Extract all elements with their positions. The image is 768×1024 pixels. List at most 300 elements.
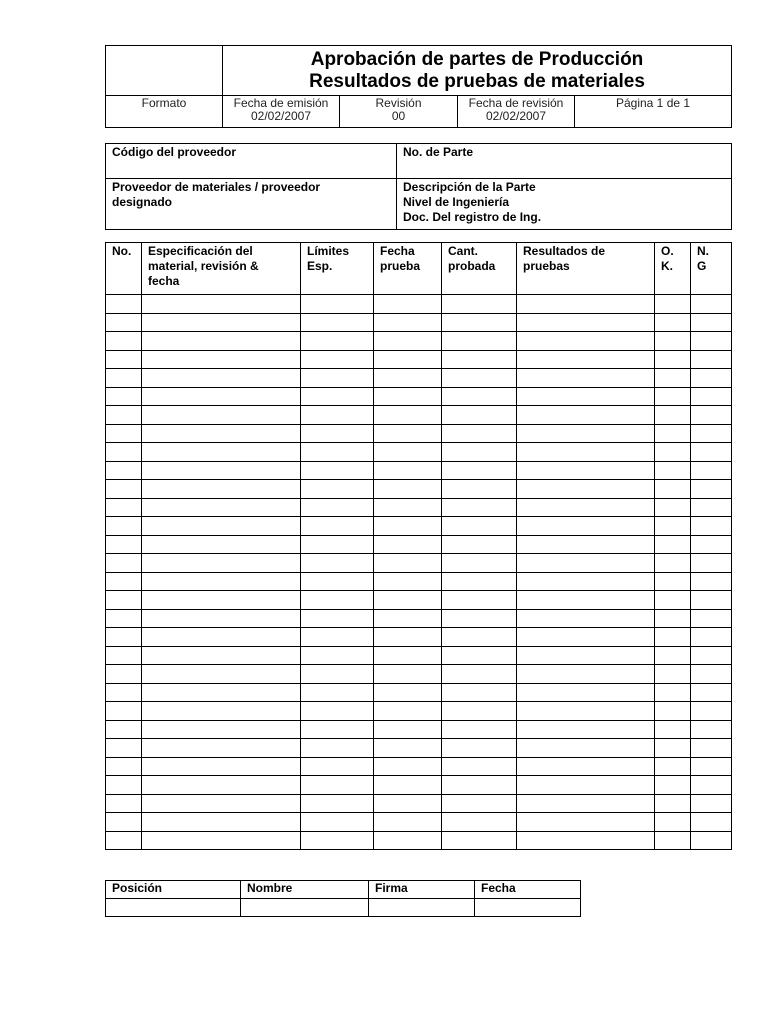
test-results-cell[interactable] <box>517 776 655 795</box>
number-cell[interactable] <box>106 535 142 554</box>
test-date-cell[interactable] <box>374 702 442 721</box>
test-results-cell[interactable] <box>517 406 655 425</box>
test-results-cell[interactable] <box>517 572 655 591</box>
test-date-cell[interactable] <box>374 609 442 628</box>
test-results-cell[interactable] <box>517 443 655 462</box>
table-row <box>106 554 732 573</box>
ok-cell[interactable] <box>655 628 691 647</box>
material-spec-cell[interactable] <box>142 350 301 369</box>
signature-input-cell[interactable] <box>369 899 475 917</box>
ok-cell[interactable] <box>655 313 691 332</box>
test-date-cell[interactable] <box>374 424 442 443</box>
ng-cell[interactable] <box>691 683 732 702</box>
table-row <box>106 702 732 721</box>
ok-cell[interactable] <box>655 683 691 702</box>
quantity-tested-cell[interactable] <box>442 480 517 499</box>
col-header-quantity-tested <box>442 243 517 295</box>
revision-value: 00 <box>391 109 406 123</box>
spec-limits-cell[interactable] <box>301 720 374 739</box>
ng-cell[interactable] <box>691 554 732 573</box>
material-spec-cell[interactable] <box>142 369 301 388</box>
spec-limits-cell[interactable] <box>301 628 374 647</box>
material-spec-cell[interactable] <box>142 739 301 758</box>
revision-date-value: 02/02/2007 <box>485 109 547 123</box>
ok-cell[interactable] <box>655 702 691 721</box>
ng-cell[interactable] <box>691 535 732 554</box>
number-cell[interactable] <box>106 757 142 776</box>
material-spec-cell[interactable] <box>142 776 301 795</box>
number-cell[interactable] <box>106 591 142 610</box>
part-description-field[interactable] <box>397 179 732 230</box>
table-row <box>106 831 732 850</box>
test-date-cell[interactable] <box>374 794 442 813</box>
quantity-tested-cell[interactable] <box>442 517 517 536</box>
ng-cell[interactable] <box>691 313 732 332</box>
ok-cell[interactable] <box>655 387 691 406</box>
table-row <box>106 461 732 480</box>
position-input-cell[interactable] <box>106 899 241 917</box>
test-date-cell[interactable] <box>374 350 442 369</box>
col-header-number <box>106 243 142 295</box>
test-date-cell[interactable] <box>374 535 442 554</box>
number-cell[interactable] <box>106 665 142 684</box>
test-results-cell[interactable] <box>517 517 655 536</box>
quantity-tested-cell[interactable] <box>442 794 517 813</box>
test-date-cell[interactable] <box>374 313 442 332</box>
test-date-cell[interactable] <box>374 757 442 776</box>
spec-limits-cell[interactable] <box>301 517 374 536</box>
ng-cell[interactable] <box>691 757 732 776</box>
name-input-cell[interactable] <box>241 899 369 917</box>
quantity-tested-cell[interactable] <box>442 498 517 517</box>
ok-cell[interactable] <box>655 443 691 462</box>
spec-limits-cell[interactable] <box>301 757 374 776</box>
ng-cell[interactable] <box>691 517 732 536</box>
ng-cell[interactable] <box>691 776 732 795</box>
spec-limits-cell[interactable] <box>301 313 374 332</box>
ok-cell[interactable] <box>655 332 691 351</box>
quantity-tested-cell[interactable] <box>442 406 517 425</box>
col-header-spec-limits-l2: Esp. <box>307 259 333 273</box>
test-results-cell[interactable] <box>517 424 655 443</box>
test-results-cell[interactable] <box>517 739 655 758</box>
quantity-tested-cell[interactable] <box>442 665 517 684</box>
test-results-cell[interactable] <box>517 554 655 573</box>
test-date-cell[interactable] <box>374 387 442 406</box>
material-spec-cell[interactable] <box>142 424 301 443</box>
table-row <box>106 498 732 517</box>
quantity-tested-cell[interactable] <box>442 369 517 388</box>
quantity-tested-cell[interactable] <box>442 591 517 610</box>
number-cell[interactable] <box>106 646 142 665</box>
spec-limits-cell[interactable] <box>301 480 374 499</box>
number-cell[interactable] <box>106 406 142 425</box>
test-date-cell[interactable] <box>374 498 442 517</box>
material-spec-cell[interactable] <box>142 572 301 591</box>
test-date-cell[interactable] <box>374 572 442 591</box>
spec-limits-cell[interactable] <box>301 554 374 573</box>
ok-cell[interactable] <box>655 498 691 517</box>
test-results-cell[interactable] <box>517 369 655 388</box>
col-header-number-l1: No. <box>112 244 132 258</box>
ok-cell[interactable] <box>655 572 691 591</box>
number-cell[interactable] <box>106 628 142 647</box>
material-spec-cell[interactable] <box>142 628 301 647</box>
quantity-tested-cell[interactable] <box>442 461 517 480</box>
number-cell[interactable] <box>106 702 142 721</box>
spec-limits-cell[interactable] <box>301 369 374 388</box>
quantity-tested-cell[interactable] <box>442 813 517 832</box>
ng-cell[interactable] <box>691 443 732 462</box>
ok-cell[interactable] <box>655 776 691 795</box>
issue-date-cell <box>223 96 340 128</box>
col-header-material-spec-l1: Especificación del <box>148 244 253 258</box>
table-row <box>106 535 732 554</box>
material-spec-cell[interactable] <box>142 535 301 554</box>
ok-cell[interactable] <box>655 813 691 832</box>
spec-limits-cell[interactable] <box>301 498 374 517</box>
number-cell[interactable] <box>106 794 142 813</box>
material-spec-cell[interactable] <box>142 517 301 536</box>
test-date-cell[interactable] <box>374 443 442 462</box>
col-header-test-date-l1: Fecha <box>380 244 415 258</box>
format-cell <box>106 96 223 128</box>
col-header-test-results <box>517 243 655 295</box>
test-results-cell[interactable] <box>517 480 655 499</box>
ok-cell[interactable] <box>655 517 691 536</box>
table-row <box>106 295 732 314</box>
logo-area <box>106 46 223 96</box>
number-cell[interactable] <box>106 554 142 573</box>
material-spec-cell[interactable] <box>142 461 301 480</box>
quantity-tested-cell[interactable] <box>442 609 517 628</box>
test-date-cell[interactable] <box>374 295 442 314</box>
number-cell[interactable] <box>106 683 142 702</box>
test-date-cell[interactable] <box>374 517 442 536</box>
test-results-cell[interactable] <box>517 720 655 739</box>
spec-limits-cell[interactable] <box>301 646 374 665</box>
table-row <box>106 591 732 610</box>
ok-cell[interactable] <box>655 535 691 554</box>
engineering-level-label: Nivel de Ingeniería <box>403 195 510 209</box>
quantity-tested-cell[interactable] <box>442 628 517 647</box>
position-header: Posición <box>106 881 241 899</box>
material-supplier-field[interactable] <box>106 179 397 230</box>
spec-limits-cell[interactable] <box>301 443 374 462</box>
table-row <box>106 369 732 388</box>
number-cell[interactable] <box>106 350 142 369</box>
test-date-cell[interactable] <box>374 591 442 610</box>
material-spec-cell[interactable] <box>142 665 301 684</box>
number-cell[interactable] <box>106 461 142 480</box>
quantity-tested-cell[interactable] <box>442 535 517 554</box>
ok-cell[interactable] <box>655 720 691 739</box>
number-cell[interactable] <box>106 572 142 591</box>
ng-cell[interactable] <box>691 646 732 665</box>
ok-cell[interactable] <box>655 406 691 425</box>
test-results-cell[interactable] <box>517 350 655 369</box>
ng-cell[interactable] <box>691 295 732 314</box>
table-row <box>106 665 732 684</box>
material-spec-cell[interactable] <box>142 406 301 425</box>
test-results-cell[interactable] <box>517 794 655 813</box>
test-results-cell[interactable] <box>517 628 655 647</box>
part-number-label: No. de Parte <box>403 145 474 159</box>
material-spec-cell[interactable] <box>142 794 301 813</box>
number-cell[interactable] <box>106 517 142 536</box>
ok-cell[interactable] <box>655 831 691 850</box>
ok-cell[interactable] <box>655 591 691 610</box>
table-row <box>106 628 732 647</box>
material-spec-cell[interactable] <box>142 443 301 462</box>
part-number-field[interactable] <box>397 144 732 179</box>
spec-limits-cell[interactable] <box>301 776 374 795</box>
spec-limits-cell[interactable] <box>301 387 374 406</box>
spec-limits-cell[interactable] <box>301 591 374 610</box>
ng-cell[interactable] <box>691 461 732 480</box>
material-spec-cell[interactable] <box>142 646 301 665</box>
number-cell[interactable] <box>106 739 142 758</box>
test-date-cell[interactable] <box>374 369 442 388</box>
quantity-tested-cell[interactable] <box>442 831 517 850</box>
material-spec-cell[interactable] <box>142 757 301 776</box>
number-cell[interactable] <box>106 443 142 462</box>
material-supplier-label-line-2: designado <box>112 195 173 209</box>
spec-limits-cell[interactable] <box>301 831 374 850</box>
material-spec-cell[interactable] <box>142 313 301 332</box>
col-header-test-results-l2: pruebas <box>523 259 570 273</box>
spec-limits-cell[interactable] <box>301 683 374 702</box>
material-spec-cell[interactable] <box>142 683 301 702</box>
quantity-tested-cell[interactable] <box>442 295 517 314</box>
number-cell[interactable] <box>106 776 142 795</box>
material-spec-cell[interactable] <box>142 591 301 610</box>
issue-date-label: Fecha de emisión <box>233 96 329 110</box>
ng-cell[interactable] <box>691 609 732 628</box>
material-spec-cell[interactable] <box>142 554 301 573</box>
ng-cell[interactable] <box>691 572 732 591</box>
ng-cell[interactable] <box>691 591 732 610</box>
material-spec-cell[interactable] <box>142 498 301 517</box>
ng-cell[interactable] <box>691 480 732 499</box>
test-results-cell[interactable] <box>517 313 655 332</box>
quantity-tested-cell[interactable] <box>442 739 517 758</box>
spec-limits-cell[interactable] <box>301 424 374 443</box>
quantity-tested-cell[interactable] <box>442 424 517 443</box>
number-cell[interactable] <box>106 720 142 739</box>
number-cell[interactable] <box>106 831 142 850</box>
test-results-cell[interactable] <box>517 461 655 480</box>
number-cell[interactable] <box>106 313 142 332</box>
number-cell[interactable] <box>106 498 142 517</box>
ok-cell[interactable] <box>655 665 691 684</box>
test-date-cell[interactable] <box>374 646 442 665</box>
test-date-cell[interactable] <box>374 480 442 499</box>
test-date-cell[interactable] <box>374 665 442 684</box>
test-results-cell[interactable] <box>517 702 655 721</box>
date-input-cell[interactable] <box>475 899 581 917</box>
test-results-cell[interactable] <box>517 665 655 684</box>
number-cell[interactable] <box>106 387 142 406</box>
spec-limits-cell[interactable] <box>301 794 374 813</box>
ng-cell[interactable] <box>691 720 732 739</box>
ok-cell[interactable] <box>655 480 691 499</box>
ng-cell[interactable] <box>691 424 732 443</box>
quantity-tested-cell[interactable] <box>442 350 517 369</box>
test-date-cell[interactable] <box>374 776 442 795</box>
number-cell[interactable] <box>106 369 142 388</box>
spec-limits-cell[interactable] <box>301 702 374 721</box>
test-results-cell[interactable] <box>517 498 655 517</box>
table-row <box>106 313 732 332</box>
col-header-spec-limits-l1: Límites <box>307 244 350 258</box>
ng-cell[interactable] <box>691 350 732 369</box>
col-header-ok-l1: O. <box>661 244 674 258</box>
number-cell[interactable] <box>106 480 142 499</box>
material-spec-cell[interactable] <box>142 480 301 499</box>
ng-cell[interactable] <box>691 628 732 647</box>
col-header-quantity-tested-l1: Cant. <box>448 244 478 258</box>
quantity-tested-cell[interactable] <box>442 554 517 573</box>
quantity-tested-cell[interactable] <box>442 332 517 351</box>
ok-cell[interactable] <box>655 757 691 776</box>
table-row <box>106 480 732 499</box>
ng-cell[interactable] <box>691 369 732 388</box>
test-results-cell[interactable] <box>517 831 655 850</box>
spec-limits-cell[interactable] <box>301 406 374 425</box>
table-row <box>106 424 732 443</box>
spec-limits-cell[interactable] <box>301 813 374 832</box>
ok-cell[interactable] <box>655 554 691 573</box>
ok-cell[interactable] <box>655 350 691 369</box>
col-header-ng-l2: G <box>697 259 707 273</box>
ok-cell[interactable] <box>655 609 691 628</box>
ng-cell[interactable] <box>691 739 732 758</box>
test-results-cell[interactable] <box>517 535 655 554</box>
col-header-material-spec <box>142 243 301 295</box>
ng-cell[interactable] <box>691 406 732 425</box>
test-date-cell[interactable] <box>374 720 442 739</box>
ok-cell[interactable] <box>655 295 691 314</box>
test-results-cell[interactable] <box>517 646 655 665</box>
signature-header: Firma <box>369 881 475 899</box>
ng-cell[interactable] <box>691 332 732 351</box>
col-header-material-spec-l3: fecha <box>148 274 180 288</box>
spec-limits-cell[interactable] <box>301 739 374 758</box>
ng-cell[interactable] <box>691 794 732 813</box>
material-spec-cell[interactable] <box>142 387 301 406</box>
col-header-test-date <box>374 243 442 295</box>
quantity-tested-cell[interactable] <box>442 683 517 702</box>
spec-limits-cell[interactable] <box>301 461 374 480</box>
material-spec-cell[interactable] <box>142 720 301 739</box>
quantity-tested-cell[interactable] <box>442 702 517 721</box>
number-cell[interactable] <box>106 609 142 628</box>
test-results-cell[interactable] <box>517 591 655 610</box>
ok-cell[interactable] <box>655 424 691 443</box>
test-date-cell[interactable] <box>374 406 442 425</box>
test-results-cell[interactable] <box>517 609 655 628</box>
col-header-spec-limits <box>301 243 374 295</box>
material-spec-cell[interactable] <box>142 831 301 850</box>
material-spec-cell[interactable] <box>142 332 301 351</box>
supplier-info-table <box>105 143 732 230</box>
format-label: Formato <box>141 96 187 110</box>
number-cell[interactable] <box>106 332 142 351</box>
quantity-tested-cell[interactable] <box>442 387 517 406</box>
ok-cell[interactable] <box>655 646 691 665</box>
col-header-ng <box>691 243 732 295</box>
col-header-ok <box>655 243 691 295</box>
test-date-cell[interactable] <box>374 813 442 832</box>
number-cell[interactable] <box>106 813 142 832</box>
quantity-tested-cell[interactable] <box>442 776 517 795</box>
test-date-cell[interactable] <box>374 739 442 758</box>
ng-cell[interactable] <box>691 665 732 684</box>
test-results-cell[interactable] <box>517 757 655 776</box>
part-description-label: Descripción de la Parte <box>403 180 536 194</box>
test-date-cell[interactable] <box>374 683 442 702</box>
ng-cell[interactable] <box>691 831 732 850</box>
ok-cell[interactable] <box>655 369 691 388</box>
spec-limits-cell[interactable] <box>301 535 374 554</box>
test-results-cell[interactable] <box>517 683 655 702</box>
table-row <box>106 813 732 832</box>
ng-cell[interactable] <box>691 813 732 832</box>
quantity-tested-cell[interactable] <box>442 757 517 776</box>
test-date-cell[interactable] <box>374 554 442 573</box>
ng-cell[interactable] <box>691 387 732 406</box>
test-date-cell[interactable] <box>374 332 442 351</box>
test-date-cell[interactable] <box>374 628 442 647</box>
table-row <box>106 572 732 591</box>
test-results-cell[interactable] <box>517 813 655 832</box>
spec-limits-cell[interactable] <box>301 295 374 314</box>
ng-cell[interactable] <box>691 498 732 517</box>
spec-limits-cell[interactable] <box>301 350 374 369</box>
material-spec-cell[interactable] <box>142 702 301 721</box>
number-cell[interactable] <box>106 295 142 314</box>
test-results-table <box>105 242 732 850</box>
quantity-tested-cell[interactable] <box>442 572 517 591</box>
spec-limits-cell[interactable] <box>301 609 374 628</box>
number-cell[interactable] <box>106 424 142 443</box>
spec-limits-cell[interactable] <box>301 572 374 591</box>
ok-cell[interactable] <box>655 739 691 758</box>
material-spec-cell[interactable] <box>142 295 301 314</box>
test-date-cell[interactable] <box>374 831 442 850</box>
quantity-tested-cell[interactable] <box>442 720 517 739</box>
results-header-row <box>106 243 732 295</box>
spec-limits-cell[interactable] <box>301 332 374 351</box>
supplier-code-field[interactable] <box>106 144 397 179</box>
quantity-tested-cell[interactable] <box>442 646 517 665</box>
signature-header-row <box>106 881 581 899</box>
quantity-tested-cell[interactable] <box>442 443 517 462</box>
table-row <box>106 406 732 425</box>
material-spec-cell[interactable] <box>142 813 301 832</box>
test-results-cell[interactable] <box>517 332 655 351</box>
ok-cell[interactable] <box>655 794 691 813</box>
test-results-cell[interactable] <box>517 387 655 406</box>
spec-limits-cell[interactable] <box>301 665 374 684</box>
test-date-cell[interactable] <box>374 461 442 480</box>
ok-cell[interactable] <box>655 461 691 480</box>
material-spec-cell[interactable] <box>142 609 301 628</box>
test-results-cell[interactable] <box>517 295 655 314</box>
ng-cell[interactable] <box>691 702 732 721</box>
quantity-tested-cell[interactable] <box>442 313 517 332</box>
